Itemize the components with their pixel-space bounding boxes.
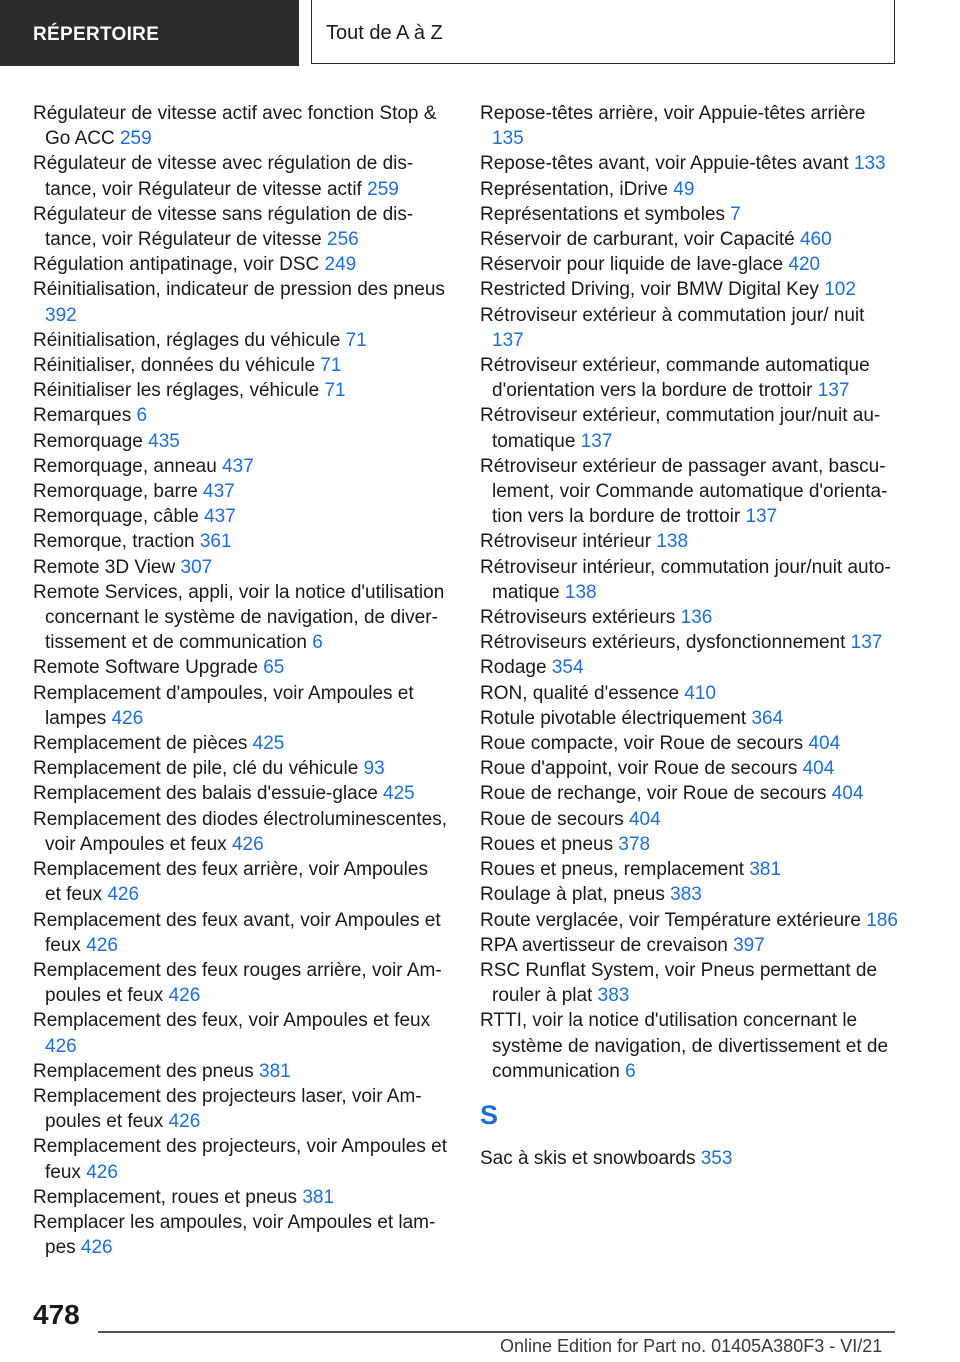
- entry-label: Remplacement des balais d'essuie-glace: [33, 783, 378, 805]
- page-link[interactable]: 404: [808, 733, 841, 755]
- entry-label: Remplacement de pile, clé du véhicule: [33, 758, 359, 780]
- page-link[interactable]: 49: [673, 178, 695, 200]
- entry-label: Réinitialisation, indicateur de pression des pneus: [33, 279, 445, 301]
- index-entry: [480, 655, 900, 680]
- page-link[interactable]: 6: [136, 405, 148, 427]
- entry-label: Remote Software Upgrade: [33, 657, 258, 679]
- index-entry: [480, 958, 900, 1008]
- entry-label: Rétroviseur intérieur: [480, 531, 652, 553]
- page-link[interactable]: 381: [259, 1060, 291, 1082]
- index-entry: [33, 1210, 448, 1260]
- entry-label: Remorque, traction: [33, 531, 195, 553]
- index-entry: [480, 1146, 900, 1171]
- entry-label: Régulateur de vitesse actif avec fonction Stop & Go ACC: [33, 103, 437, 150]
- entry-label: Remplacement des projecteurs laser, voir Ampoules et feux: [33, 1085, 422, 1133]
- entry-label: RPA avertisseur de crevaison: [480, 934, 728, 956]
- section-tab: RÉPERTOIRE: [0, 0, 299, 66]
- page-link[interactable]: 410: [684, 682, 716, 704]
- page-link[interactable]: 71: [345, 329, 367, 351]
- index-entry: [33, 1008, 448, 1058]
- index-entry: [33, 580, 448, 656]
- index-entry: [480, 807, 900, 832]
- page-link[interactable]: 138: [564, 581, 597, 603]
- page-link[interactable]: 420: [788, 254, 821, 276]
- entry-label: RON, qualité d'essence: [480, 682, 680, 704]
- entry-label: RTTI, voir la notice d'utilisation concernant le système de navigation, de divertissement et de communication: [480, 1010, 889, 1082]
- page-link[interactable]: 6: [312, 632, 323, 654]
- page-link[interactable]: 354: [551, 657, 584, 679]
- entry-label: Réservoir pour liquide de lave-glace: [480, 254, 784, 276]
- entry-label: Remorquage, anneau: [33, 455, 217, 477]
- entry-label: Régulateur de vitesse sans régulation de distance, voir Régulateur de vitesse: [33, 203, 414, 251]
- page-link[interactable]: 259: [119, 128, 152, 150]
- page-link[interactable]: 137: [817, 380, 850, 402]
- page-link[interactable]: 460: [799, 229, 832, 251]
- index-entry: [480, 277, 900, 302]
- entry-label: Remplacement, roues et pneus: [33, 1186, 298, 1208]
- entry-label: Remorquage, câble: [33, 506, 199, 528]
- index-column-right: [480, 101, 900, 1171]
- entry-label: Route verglacée, voir Température extérieure: [480, 909, 861, 931]
- entry-label: Remorquage, barre: [33, 481, 198, 503]
- index-entry: [33, 202, 448, 252]
- entry-label: Roues et pneus: [480, 833, 614, 855]
- index-entry: [33, 353, 448, 378]
- index-entry: [480, 605, 900, 630]
- page-number: 478: [33, 1299, 80, 1330]
- footer-edition-text: Online Edition for Part no. 01405A380F3 - VI/21: [500, 1336, 883, 1356]
- index-entry: [33, 101, 448, 151]
- page-link[interactable]: 426: [168, 1111, 201, 1133]
- index-entry: [480, 403, 900, 453]
- index-entry: [33, 252, 448, 277]
- index-entry: [33, 378, 448, 403]
- index-entry: [480, 227, 900, 252]
- page-link[interactable]: 256: [327, 229, 359, 251]
- index-entry: [480, 529, 900, 554]
- entry-label: Remplacer les ampoules, voir Ampoules et lampes: [33, 1211, 436, 1259]
- entry-label: Repose-têtes arrière, voir Appuie-têtes arrière: [480, 103, 866, 124]
- page-link[interactable]: 71: [320, 355, 342, 377]
- entry-label: Roues et pneus, remplacement: [480, 859, 745, 881]
- header-title: Tout de A à Z: [311, 0, 895, 64]
- page-header: [0, 0, 960, 66]
- page-link[interactable]: 381: [302, 1186, 335, 1208]
- index-entry: [480, 101, 900, 151]
- entry-label: Représentation, iDrive: [480, 178, 668, 200]
- page-link[interactable]: 65: [263, 657, 285, 679]
- page-link[interactable]: 137: [580, 430, 613, 452]
- entry-label: Remorquage: [33, 430, 143, 452]
- entry-label: Réinitialiser les réglages, véhicule: [33, 380, 320, 402]
- entry-label: Rétroviseur intérieur, commutation jour/nuit automatique: [480, 556, 891, 603]
- entry-label: Rétroviseur extérieur de passager avant, basculement, voir Commande automatique d'orientation vers la bordure de trottoir: [480, 455, 888, 528]
- index-entry: [480, 252, 900, 277]
- entry-label: Restricted Driving, voir BMW Digital Key: [480, 279, 819, 301]
- page-link[interactable]: 426: [45, 1035, 77, 1057]
- page-link[interactable]: 353: [700, 1147, 733, 1169]
- page-link[interactable]: 6: [625, 1060, 636, 1082]
- page-link[interactable]: 307: [180, 556, 213, 578]
- entry-label: Rétroviseurs extérieurs: [480, 607, 676, 629]
- entry-label: Rétroviseur extérieur à commutation jour/ nuit: [480, 304, 865, 326]
- entry-label: Remplacement de pièces: [33, 733, 248, 755]
- index-entry: [33, 857, 448, 907]
- index-entry: [480, 857, 900, 882]
- page-link[interactable]: 426: [86, 934, 118, 956]
- index-entry: [480, 832, 900, 857]
- entry-label: Roue d'appoint, voir Roue de secours: [480, 758, 798, 780]
- page-link[interactable]: 437: [203, 481, 235, 503]
- entry-label: Sac à skis et snowboards: [480, 1147, 696, 1169]
- index-entry: [33, 781, 448, 806]
- page-link[interactable]: 426: [86, 1161, 118, 1183]
- section-letter: S: [480, 1099, 499, 1130]
- index-entry: [33, 958, 448, 1008]
- page-link[interactable]: 137: [745, 506, 778, 528]
- page-link[interactable]: 425: [383, 783, 415, 805]
- index-entry: [33, 403, 448, 428]
- page-link[interactable]: 426: [107, 884, 140, 906]
- index-entry: [480, 177, 900, 202]
- index-entry: [33, 328, 448, 353]
- index-entry: [33, 681, 448, 731]
- index-column-left: [33, 101, 448, 1260]
- index-entry: [480, 706, 900, 731]
- page-link[interactable]: 71: [324, 380, 346, 402]
- entry-label: Remarques: [33, 405, 132, 427]
- entry-label: Remplacement des feux arrière, voir Ampoules et feux: [33, 859, 428, 906]
- entry-label: Remote 3D View: [33, 556, 176, 578]
- page-link[interactable]: 364: [751, 707, 784, 729]
- entry-label: Réinitialisation, réglages du véhicule: [33, 329, 341, 351]
- page-link[interactable]: 259: [367, 178, 399, 200]
- entry-label: Régulateur de vitesse avec régulation de distance, voir Régulateur de vitesse actif: [33, 153, 414, 200]
- page-link[interactable]: 102: [824, 279, 856, 301]
- page-link[interactable]: 137: [850, 632, 883, 654]
- index-entry: [480, 731, 900, 756]
- footer-divider: [98, 1331, 895, 1333]
- page-link[interactable]: 426: [111, 707, 144, 729]
- entry-label: Remote Services, appli, voir la notice d'utilisation concernant le système de navigation, de divertissement et de communication: [33, 581, 445, 654]
- page-link[interactable]: 397: [733, 934, 765, 956]
- page-link[interactable]: 435: [148, 430, 180, 452]
- entry-label: Roue de rechange, voir Roue de secours: [480, 783, 827, 805]
- index-entry: [33, 1134, 448, 1184]
- page-link[interactable]: 186: [866, 909, 898, 931]
- index-entry: [480, 681, 900, 706]
- index-entry: [480, 908, 900, 933]
- page-link[interactable]: 93: [363, 758, 385, 780]
- entry-label: RSC Runflat System, voir Pneus permettant de rouler à plat: [480, 959, 878, 1007]
- entry-label: Repose-têtes avant, voir Appuie-têtes avant: [480, 153, 849, 175]
- index-entry: [480, 756, 900, 781]
- index-entry: [480, 353, 900, 403]
- index-entry: [33, 731, 448, 756]
- index-entry: [480, 933, 900, 958]
- entry-label: Rotule pivotable électriquement: [480, 707, 747, 729]
- index-entry: [33, 1059, 448, 1084]
- entry-label: Représentations et symboles: [480, 203, 726, 225]
- page-link[interactable]: 437: [222, 455, 254, 477]
- index-entry: [33, 1084, 448, 1134]
- index-entry: [480, 303, 900, 353]
- page-link[interactable]: 437: [204, 506, 236, 528]
- entry-label: Remplacement des diodes électroluminescentes, voir Ampoules et feux: [33, 808, 447, 855]
- entry-label: Remplacement des feux rouges arrière, voir Ampoules et feux: [33, 959, 442, 1007]
- index-entry: [480, 781, 900, 806]
- entry-label: Remplacement d'ampoules, voir Ampoules et lampes: [33, 682, 414, 729]
- index-entry: [480, 151, 900, 176]
- index-entry: [33, 908, 448, 958]
- entry-label: Rétroviseurs extérieurs, dysfonctionnement: [480, 632, 846, 654]
- index-entry: [33, 151, 448, 201]
- index-entry: [480, 882, 900, 907]
- page-link[interactable]: 137: [492, 329, 524, 351]
- entry-label: Régulation antipatinage, voir DSC: [33, 254, 320, 276]
- page-link[interactable]: 426: [168, 985, 201, 1007]
- entry-label: Remplacement des projecteurs, voir Ampoules et feux: [33, 1136, 447, 1183]
- page-link[interactable]: 361: [199, 531, 232, 553]
- page-link[interactable]: 138: [656, 531, 689, 553]
- page-link[interactable]: 404: [831, 783, 864, 805]
- entry-label: Remplacement des pneus: [33, 1060, 254, 1082]
- entry-label: Remplacement des feux avant, voir Ampoules et feux: [33, 909, 441, 956]
- page-link[interactable]: 426: [231, 833, 264, 855]
- index-entry: [480, 630, 900, 655]
- index-entry: [33, 429, 448, 454]
- page-link[interactable]: 392: [45, 304, 77, 326]
- page-link[interactable]: 404: [802, 758, 835, 780]
- page-link[interactable]: 425: [252, 733, 285, 755]
- entry-label: Rodage: [480, 657, 547, 679]
- index-entry: [480, 1008, 900, 1084]
- entry-label: Réinitialiser, données du véhicule: [33, 355, 316, 377]
- page-link[interactable]: 135: [492, 128, 524, 150]
- entry-label: Roue de secours: [480, 808, 624, 830]
- page-link[interactable]: 133: [853, 153, 886, 175]
- index-entry: [480, 454, 900, 530]
- index-entry: [33, 807, 448, 857]
- page-link[interactable]: 404: [628, 808, 661, 830]
- index-entry: [33, 454, 448, 479]
- index-entry: [33, 479, 448, 504]
- entry-label: Réservoir de carburant, voir Capacité: [480, 229, 795, 251]
- page-link[interactable]: 381: [749, 859, 782, 881]
- page-link[interactable]: 7: [730, 203, 741, 225]
- index-entry: [33, 655, 448, 680]
- page-link[interactable]: 378: [618, 833, 651, 855]
- index-entry: [33, 504, 448, 529]
- entry-label: Remplacement des feux, voir Ampoules et feux: [33, 1010, 431, 1032]
- page-link[interactable]: 136: [680, 607, 713, 629]
- index-entry: [33, 756, 448, 781]
- index-entry: [33, 277, 448, 327]
- index-entry: [33, 529, 448, 554]
- index-entry: [33, 555, 448, 580]
- entry-label: Roue compacte, voir Roue de secours: [480, 733, 804, 755]
- entry-label: Rétroviseur extérieur, commande automatique d'orientation vers la bordure de trottoir: [480, 355, 870, 402]
- index-entry: [33, 1185, 448, 1210]
- page-link[interactable]: 426: [80, 1237, 113, 1259]
- page-link[interactable]: 249: [324, 254, 357, 276]
- entry-label: Roulage à plat, pneus: [480, 884, 665, 906]
- footer-edition: [500, 1336, 882, 1357]
- index-entry: [480, 555, 900, 605]
- page-link[interactable]: 383: [670, 884, 702, 906]
- page-link[interactable]: 383: [597, 985, 630, 1007]
- index-entry: [480, 202, 900, 227]
- entry-label: Rétroviseur extérieur, commutation jour/nuit automatique: [480, 405, 881, 452]
